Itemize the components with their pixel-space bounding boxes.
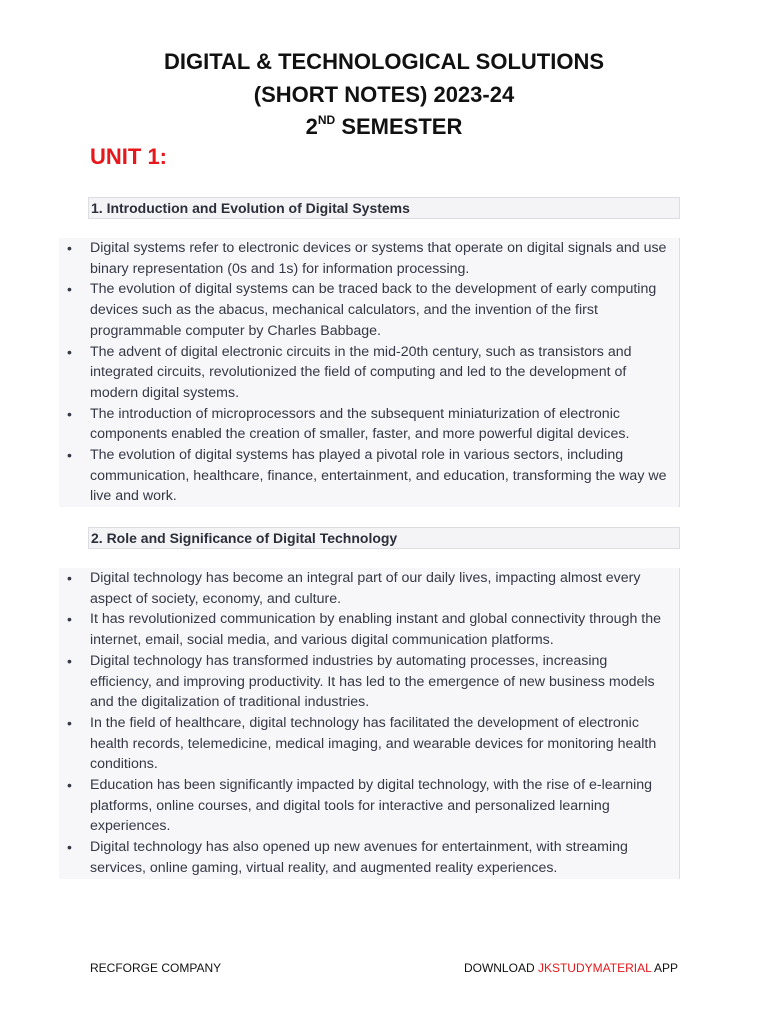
list-item xyxy=(59,238,679,279)
semester-label: SEMESTER xyxy=(335,114,463,139)
footer-download xyxy=(464,961,678,975)
list-item-text: The evolution of digital systems has played a pivotal role in various sectors, including communication, healthcare, finance, entertainment, and education, transforming the way we live and work. xyxy=(90,447,667,505)
list-item xyxy=(59,568,679,609)
list-item xyxy=(59,279,679,341)
list-item xyxy=(59,775,679,837)
page-title-line2: (SHORT NOTES) 2023-24 xyxy=(253,82,515,107)
list-item xyxy=(59,342,679,404)
list-item xyxy=(59,445,679,507)
section-heading-2: 2. Role and Significance of Digital Technology xyxy=(88,527,680,549)
bullet-dot-icon: • xyxy=(67,281,72,298)
bullet-dot-icon: • xyxy=(67,240,72,256)
list-item-text: The advent of digital electronic circuits in the mid-20th century, such as transistors and integrated circuits, revolutionized the field of computing and led to the development of modern digital systems. xyxy=(90,343,632,401)
list-item-text: In the field of healthcare, digital technology has facilitated the development of electronic health records, telemedicine, medical imaging, and wearable devices for monitoring health conditions. xyxy=(90,714,657,773)
list-item-text: Digital technology has also opened up new avenues for entertainment, with streaming services, online gaming, virtual reality, and augmented reality experiences. xyxy=(90,839,628,876)
bullet-dot-icon: • xyxy=(67,570,72,586)
list-item-text: Education has been significantly impacted by digital technology, with the rise of e-learning platforms, online courses, and digital tools for interactive and personalized learning experiences. xyxy=(90,777,653,835)
list-item-text: Digital technology has become an integral part of our daily lives, impacting almost every aspect of society, economy, and culture. xyxy=(90,570,641,607)
bullet-dot-icon: • xyxy=(67,714,72,731)
list-item xyxy=(59,609,679,650)
list-item-text: The evolution of digital systems can be traced back to the development of early computing devices such as the abacus, mechanical calculators, and the invention of the first programmable computer by Charles Babbage. xyxy=(90,281,657,339)
section-body-1 xyxy=(59,238,680,507)
list-item-text: Digital systems refer to electronic devices or systems that operate on digital signals and use binary representation (0s and 1s) for information processing. xyxy=(90,240,667,277)
footer-company: RECFORGE COMPANY xyxy=(90,961,222,975)
section-heading-1: 1. Introduction and Evolution of Digital Systems xyxy=(88,197,680,219)
list-item xyxy=(59,713,679,775)
list-item xyxy=(59,837,679,878)
bullet-dot-icon: • xyxy=(67,777,72,794)
page-title-line1: DIGITAL & TECHNOLOGICAL SOLUTIONS xyxy=(164,49,604,74)
page-title-line3 xyxy=(0,113,768,140)
bullet-list-2 xyxy=(59,568,679,879)
list-item xyxy=(59,651,679,713)
bullet-dot-icon: • xyxy=(67,839,72,856)
footer-app-name: JKSTUDYMATERIAL xyxy=(537,961,652,975)
bullet-dot-icon: • xyxy=(67,343,72,360)
bullet-dot-icon: • xyxy=(67,405,72,422)
unit-heading: UNIT 1: xyxy=(90,144,167,169)
semester-suffix: ND xyxy=(317,113,336,127)
footer-download-prefix: DOWNLOAD xyxy=(463,961,538,975)
list-item-text: Digital technology has transformed industries by automating processes, increasing efficiency, and improving productivity. It has led to the emergence of new business models and the digitalization of traditional industries. xyxy=(90,652,655,711)
footer-download-suffix: APP xyxy=(651,961,678,975)
bullet-list-1 xyxy=(59,238,679,507)
list-item-text: It has revolutionized communication by enabling instant and global connectivity through the internet, email, social media, and various digital communication platforms. xyxy=(90,611,662,649)
semester-number: 2 xyxy=(305,114,318,139)
list-item xyxy=(59,404,679,445)
section-body-2 xyxy=(59,568,680,879)
list-item-text: The introduction of microprocessors and the subsequent miniaturization of electronic components enabled the creation of smaller, faster, and more powerful digital devices. xyxy=(90,405,630,443)
bullet-dot-icon: • xyxy=(67,611,72,628)
bullet-dot-icon: • xyxy=(67,652,72,669)
bullet-dot-icon: • xyxy=(67,447,72,464)
